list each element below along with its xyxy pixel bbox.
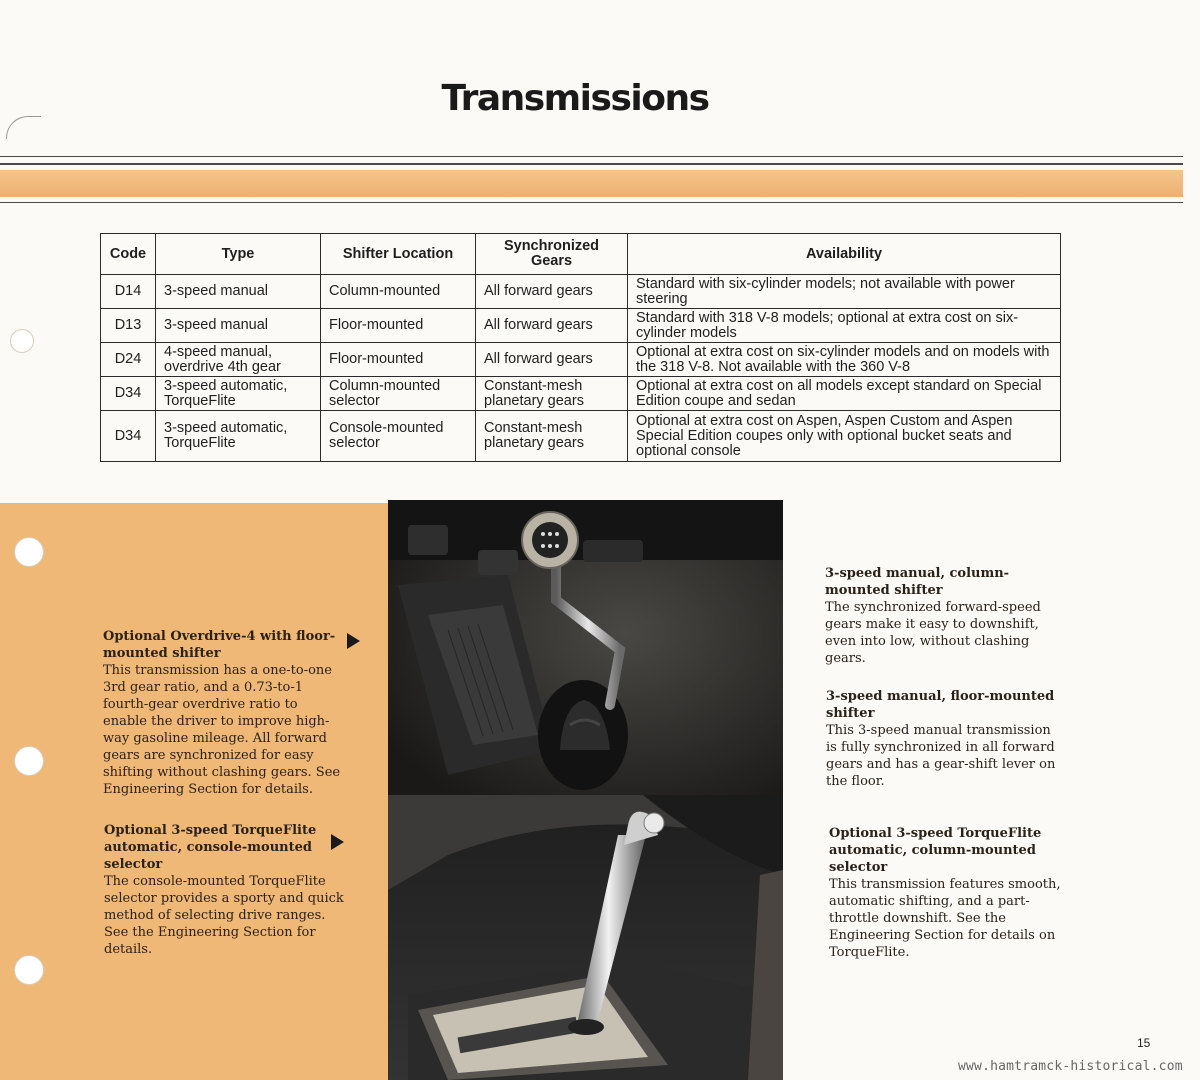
cell-availability: Optional at extra cost on Aspen, Aspen Custom and Aspen Special Edition coupes only with optional bucket seats and optional console xyxy=(628,411,1061,462)
caption-body: This transmission features smooth, automatic shifting, and a part-throttle downshift. See the Engineering Section for details on TorqueFlite. xyxy=(829,877,1061,960)
header-type: Type xyxy=(156,234,321,275)
header-availability: Availability xyxy=(628,234,1061,275)
photo-floor-shifter xyxy=(388,500,783,795)
binder-hole xyxy=(14,955,44,985)
table-row xyxy=(101,343,1061,377)
table-row xyxy=(101,377,1061,411)
caption-column-shifter xyxy=(825,565,1060,667)
header-code: Code xyxy=(101,234,156,275)
cell-availability: Standard with 318 V-8 models; optional at extra cost on six-cylinder models xyxy=(628,309,1061,343)
cell-gears: Constant-mesh planetary gears xyxy=(476,377,628,411)
cell-shifter: Column-mounted selector xyxy=(321,377,476,411)
binder-hole xyxy=(14,537,44,567)
cell-code: D34 xyxy=(101,377,156,411)
cell-type: 3-speed automatic, TorqueFlite xyxy=(156,377,321,411)
cell-shifter: Column-mounted xyxy=(321,275,476,309)
caption-floor-shifter xyxy=(826,688,1061,790)
transmissions-table xyxy=(100,233,1061,462)
caption-body: This transmission has a one-to-one 3rd gear ratio, and a 0.73-to-1 fourth-gear overdrive ratio to enable the driver to improve high-way gasoline mileage. All forward gears are synchronized for easy shifting without clashing gears. See Engineering Section for details. xyxy=(103,663,341,797)
orange-band xyxy=(0,170,1183,197)
cell-type: 3-speed automatic, TorqueFlite xyxy=(156,411,321,462)
margin-mark xyxy=(6,116,41,139)
caption-heading: Optional 3-speed TorqueFlite automatic, console-mounted selector xyxy=(104,823,317,872)
pointer-arrow-icon xyxy=(331,834,344,850)
cell-shifter: Console-mounted selector xyxy=(321,411,476,462)
floor-shifter-illustration xyxy=(388,500,783,795)
cell-gears: Constant-mesh planetary gears xyxy=(476,411,628,462)
caption-overdrive-4 xyxy=(103,628,343,798)
cell-gears: All forward gears xyxy=(476,275,628,309)
table-row xyxy=(101,309,1061,343)
caption-heading: 3-speed manual, floor-mounted shifter xyxy=(826,689,1055,721)
cell-code: D24 xyxy=(101,343,156,377)
table-row xyxy=(101,275,1061,309)
photo-console-selector xyxy=(388,795,783,1080)
cell-code: D13 xyxy=(101,309,156,343)
top-rule xyxy=(0,156,1183,157)
table-header-row xyxy=(101,234,1061,275)
header-shifter-location: Shifter Location xyxy=(321,234,476,275)
cell-availability: Standard with six-cylinder models; not available with power steering xyxy=(628,275,1061,309)
top-rule-heavy xyxy=(0,163,1183,165)
cell-shifter: Floor-mounted xyxy=(321,343,476,377)
cell-type: 3-speed manual xyxy=(156,309,321,343)
cell-availability: Optional at extra cost on six-cylinder models and on models with the 318 V-8. Not available with the 360 V-8 xyxy=(628,343,1061,377)
cell-shifter: Floor-mounted xyxy=(321,309,476,343)
pointer-arrow-icon xyxy=(347,633,360,649)
cell-type: 3-speed manual xyxy=(156,275,321,309)
table-row xyxy=(101,411,1061,462)
caption-torqueflite-column xyxy=(829,825,1069,961)
cell-code: D14 xyxy=(101,275,156,309)
cell-gears: All forward gears xyxy=(476,309,628,343)
console-selector-illustration xyxy=(388,795,783,1080)
caption-heading: Optional Overdrive-4 with floor-mounted shifter xyxy=(103,629,336,661)
caption-body: The console-mounted TorqueFlite selector provides a sporty and quick method of selecting drive ranges. See the Engineering Section for details. xyxy=(104,874,344,957)
binder-hole xyxy=(10,329,34,353)
cell-gears: All forward gears xyxy=(476,343,628,377)
caption-body: The synchronized forward-speed gears make it easy to downshift, even into low, without clashing gears. xyxy=(825,600,1041,666)
cell-code: D34 xyxy=(101,411,156,462)
caption-heading: 3-speed manual, column-mounted shifter xyxy=(825,566,1010,598)
caption-heading: Optional 3-speed TorqueFlite automatic, column-mounted selector xyxy=(829,826,1042,875)
page-number: 15 xyxy=(1137,1036,1151,1050)
bottom-rule xyxy=(0,202,1183,203)
binder-hole xyxy=(14,746,44,776)
caption-torqueflite-console xyxy=(104,822,349,958)
caption-body: This 3-speed manual transmission is fully synchronized in all forward gears and has a gear-shift lever on the floor. xyxy=(826,723,1056,789)
cell-type: 4-speed manual, overdrive 4th gear xyxy=(156,343,321,377)
page-title: Transmissions xyxy=(441,78,709,119)
cell-availability: Optional at extra cost on all models except standard on Special Edition coupe and sedan xyxy=(628,377,1061,411)
watermark: www.hamtramck-historical.com xyxy=(958,1059,1183,1074)
header-synchronized-gears: Synchronized Gears xyxy=(476,234,628,275)
